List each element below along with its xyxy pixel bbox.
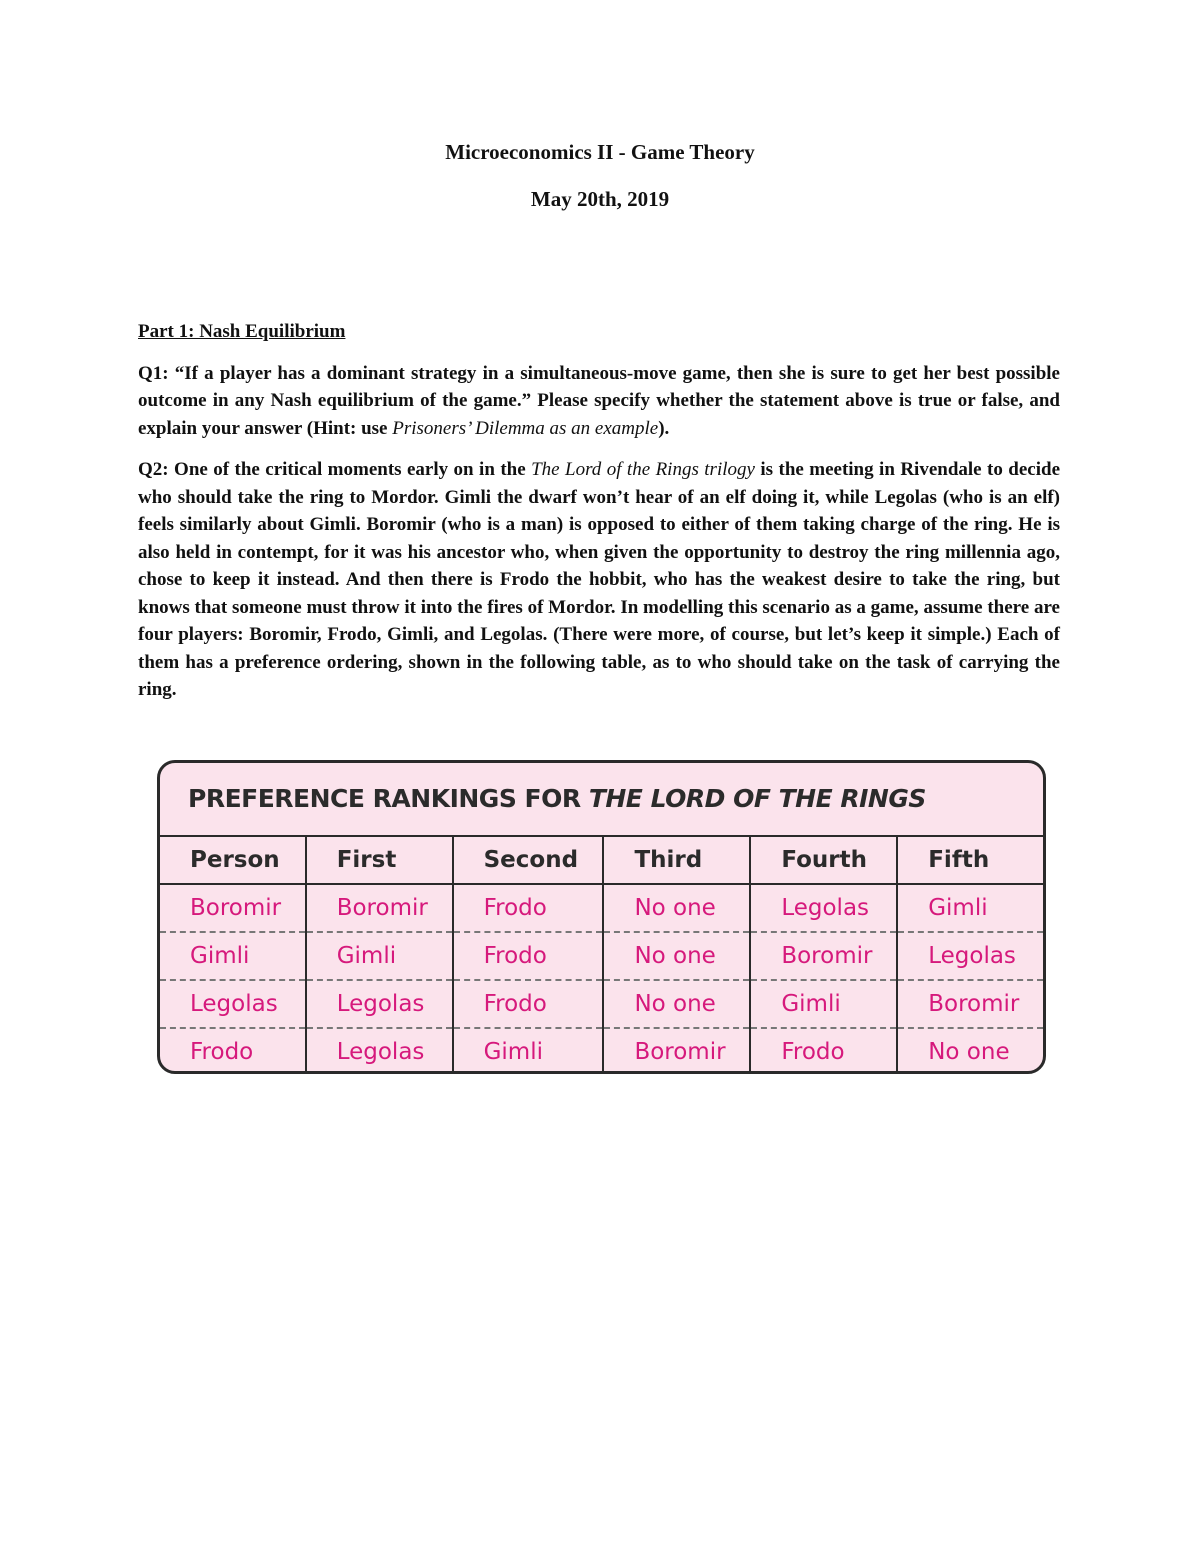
table-cell: Legolas [160, 980, 306, 1028]
q1-italic: Prisoners’ Dilemma as an example [392, 417, 659, 439]
table-cell: Legolas [897, 932, 1043, 980]
caption-text: PREFERENCE RANKINGS FOR [188, 784, 589, 813]
table-row [160, 932, 1043, 980]
table-row [160, 980, 1043, 1028]
table-caption [160, 763, 1043, 837]
table-cell: Boromir [306, 884, 453, 932]
column-header: Fourth [750, 837, 897, 884]
document-body [138, 318, 1060, 718]
table-cell: Gimli [897, 884, 1043, 932]
table-cell: Frodo [190, 1039, 254, 1065]
table-cell: Frodo [453, 932, 604, 980]
table-cell: Boromir [160, 884, 306, 932]
table-cell: Frodo [453, 884, 604, 932]
table-cell: Gimli [453, 1028, 604, 1074]
table-cell: Gimli [160, 932, 306, 980]
q2-italic: The Lord of the Rings trilogy [531, 459, 755, 480]
column-header: Person [160, 837, 306, 884]
caption-italic: THE LORD OF THE RINGS [588, 784, 926, 813]
preference-table [157, 760, 1046, 1074]
table-cell: Frodo [750, 1028, 897, 1074]
question-2 [138, 456, 1060, 704]
table-cell: No one [897, 1028, 1043, 1074]
table-cell: Legolas [750, 884, 897, 932]
table-cell: Frodo [453, 980, 604, 1028]
table-row [160, 1028, 1043, 1074]
table-cell: Legolas [306, 1028, 453, 1074]
column-header: Third [603, 837, 750, 884]
q1-text: Q1: “If a player has a dominant strategy in a simultaneous-move game, then she is sure to get her best possible outcome in any Nash equilibrium of the game.” Please specify whether the statement above is true or false, and explain your answer (Hint: use [138, 362, 1060, 439]
table-cell: Gimli [306, 932, 453, 980]
column-header: Second [453, 837, 604, 884]
table-cell: No one [603, 932, 750, 980]
table-row [160, 884, 1043, 932]
table-cell: No one [603, 884, 750, 932]
column-header: Fifth [897, 837, 1043, 884]
q2-rest: is the meeting in Rivendale to decide who should take the ring to Mordor. Gimli the dwarf won’t hear of an elf doing it, while Legolas (who is an elf) feels similarly about Gimli. Boromir (who is a man) is opposed to either of them taking charge of the ring. He is also held in contempt, for it was his ancestor who, when given the opportunity to destroy the ring millennia ago, chose to keep it instead. And then there is Frodo the hobbit, who has the weakest desire to take the ring, but knows that someone must throw it into the fires of Mordor. In modelling this scenario as a game, assume there are four players: Boromir, Frodo, Gimli, and Legolas. (There were more, of course, but let’s keep it simple.) Each of them has a preference ordering, shown in the following table, as to who should take on the task of carrying the ring. [138, 459, 1061, 700]
table-cell: Boromir [750, 932, 897, 980]
q1-end: ). [658, 417, 670, 439]
table-header-row [160, 837, 1043, 884]
document-title: Microeconomics II - Game Theory [445, 140, 755, 164]
document-date: May 20th, 2019 [530, 187, 670, 211]
table-cell: Legolas [306, 980, 453, 1028]
q2-start: Q2: One of the critical moments early on in the [138, 459, 532, 480]
table-cell: Gimli [750, 980, 897, 1028]
table-cell: No one [603, 980, 750, 1028]
question-1 [138, 360, 1060, 443]
column-header: First [306, 837, 453, 884]
section-heading: Part 1: Nash Equilibrium [138, 321, 346, 342]
table-cell: Boromir [603, 1028, 750, 1074]
table-cell: Boromir [897, 980, 1043, 1028]
